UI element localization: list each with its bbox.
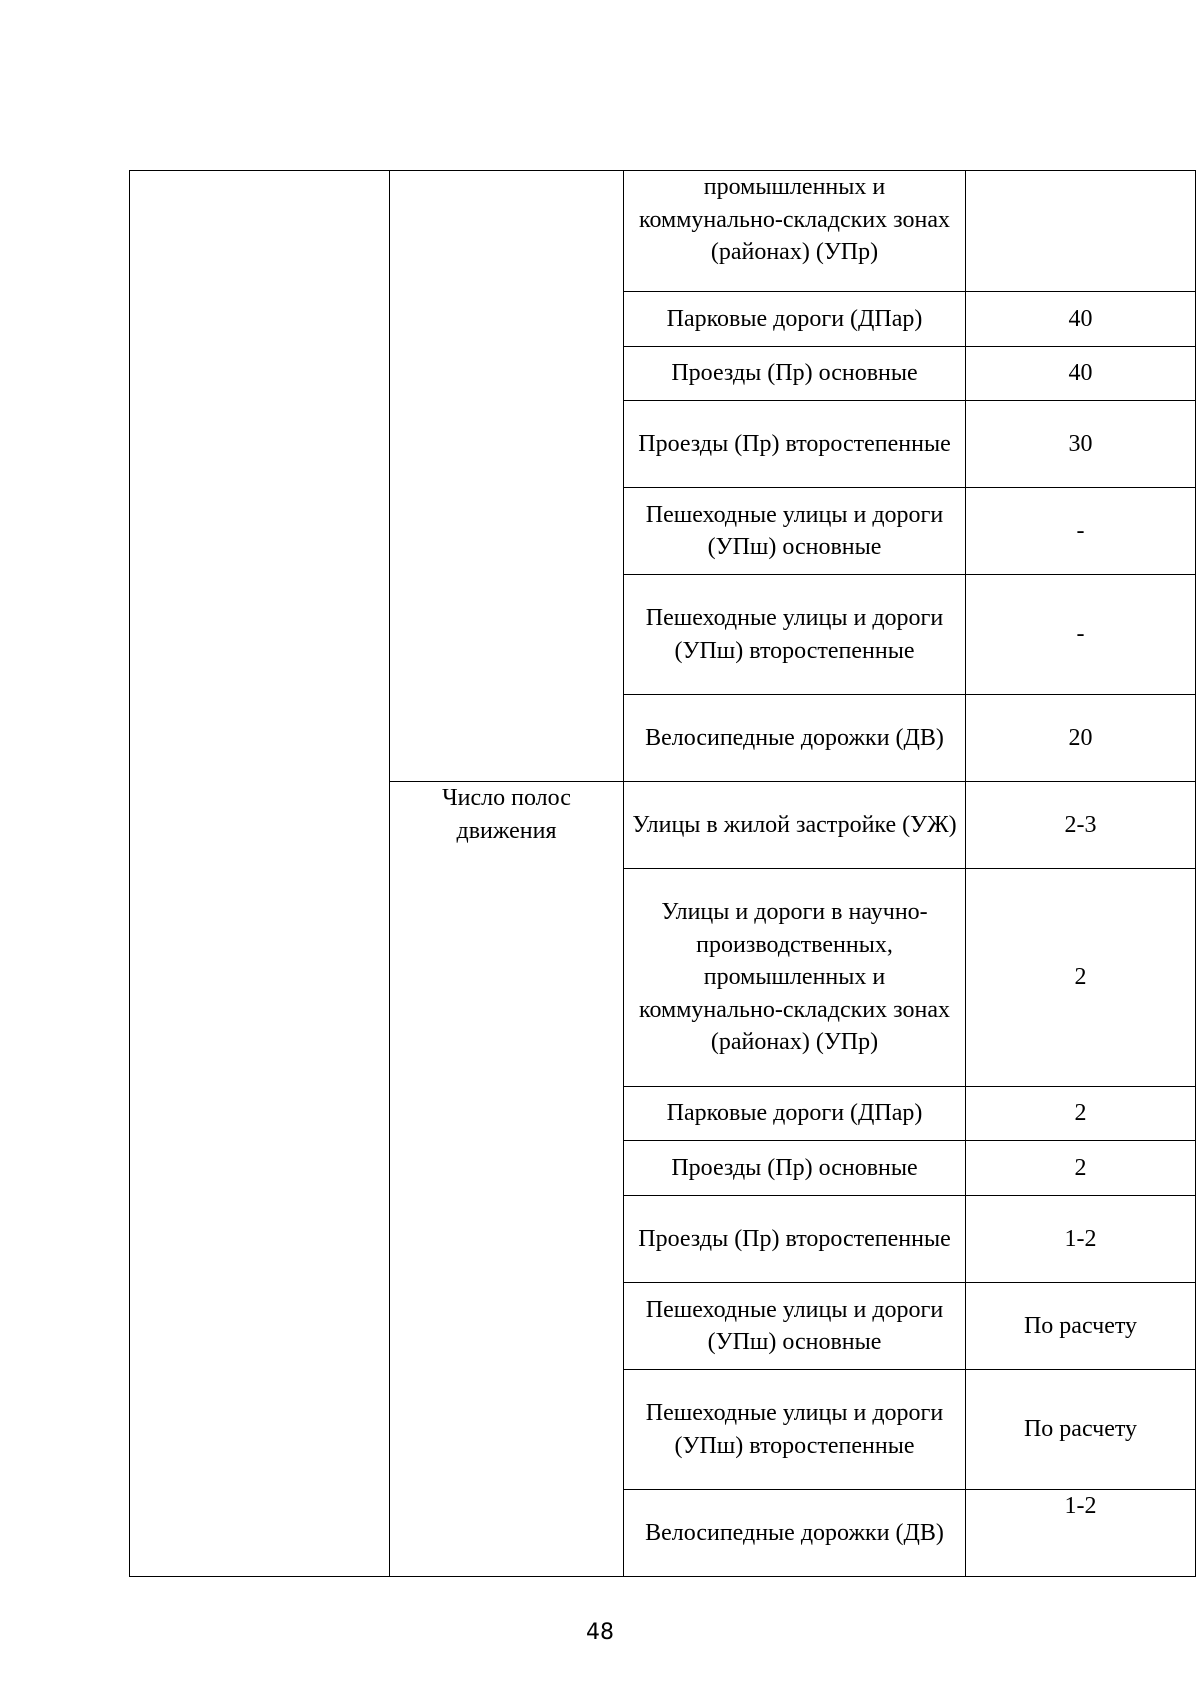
value-cell: 1-2 (966, 1196, 1196, 1283)
value-cell: 40 (966, 347, 1196, 401)
value-cell: 2 (966, 1087, 1196, 1141)
street-category-cell: Улицы и дороги в научно-производственных, промышленных и коммунально-складских зонах (районах) (УПр) (624, 869, 966, 1087)
value-cell: 30 (966, 401, 1196, 488)
street-category-cell: Проезды (Пр) основные (624, 1141, 966, 1196)
value-cell: По расчету (966, 1283, 1196, 1370)
street-category-cell: Проезды (Пр) основные (624, 347, 966, 401)
page-number: 48 (586, 1620, 614, 1645)
street-category-cell: Парковые дороги (ДПар) (624, 292, 966, 347)
value-cell: По расчету (966, 1370, 1196, 1490)
parameter-cell-continued (390, 171, 624, 782)
street-category-cell: Парковые дороги (ДПар) (624, 1087, 966, 1141)
parameter-name-cell: Число полос движения (390, 782, 624, 1577)
value-cell: 40 (966, 292, 1196, 347)
street-category-cell: Велосипедные дорожки (ДВ) (624, 1490, 966, 1577)
street-category-cell: Проезды (Пр) второстепенные (624, 1196, 966, 1283)
street-category-cell: Пешеходные улицы и дороги (УПш) основные (624, 1283, 966, 1370)
street-category-cell: Велосипедные дорожки (ДВ) (624, 695, 966, 782)
value-cell: 20 (966, 695, 1196, 782)
value-cell: 2 (966, 1141, 1196, 1196)
street-category-cell: промышленных и коммунально-складских зонах (районах) (УПр) (624, 171, 966, 292)
street-category-cell: Пешеходные улицы и дороги (УПш) второстепенные (624, 575, 966, 695)
street-category-cell: Улицы в жилой застройке (УЖ) (624, 782, 966, 869)
street-category-cell: Пешеходные улицы и дороги (УПш) основные (624, 488, 966, 575)
value-cell: 2 (966, 869, 1196, 1087)
table-row (130, 171, 1196, 292)
value-cell: - (966, 488, 1196, 575)
parameters-table (129, 170, 1196, 1577)
value-cell: - (966, 575, 1196, 695)
street-category-cell: Пешеходные улицы и дороги (УПш) второстепенные (624, 1370, 966, 1490)
value-cell: 2-3 (966, 782, 1196, 869)
value-cell: 1-2 (966, 1490, 1196, 1577)
value-cell (966, 171, 1196, 292)
empty-first-column-cell (130, 171, 390, 1577)
street-category-cell: Проезды (Пр) второстепенные (624, 401, 966, 488)
